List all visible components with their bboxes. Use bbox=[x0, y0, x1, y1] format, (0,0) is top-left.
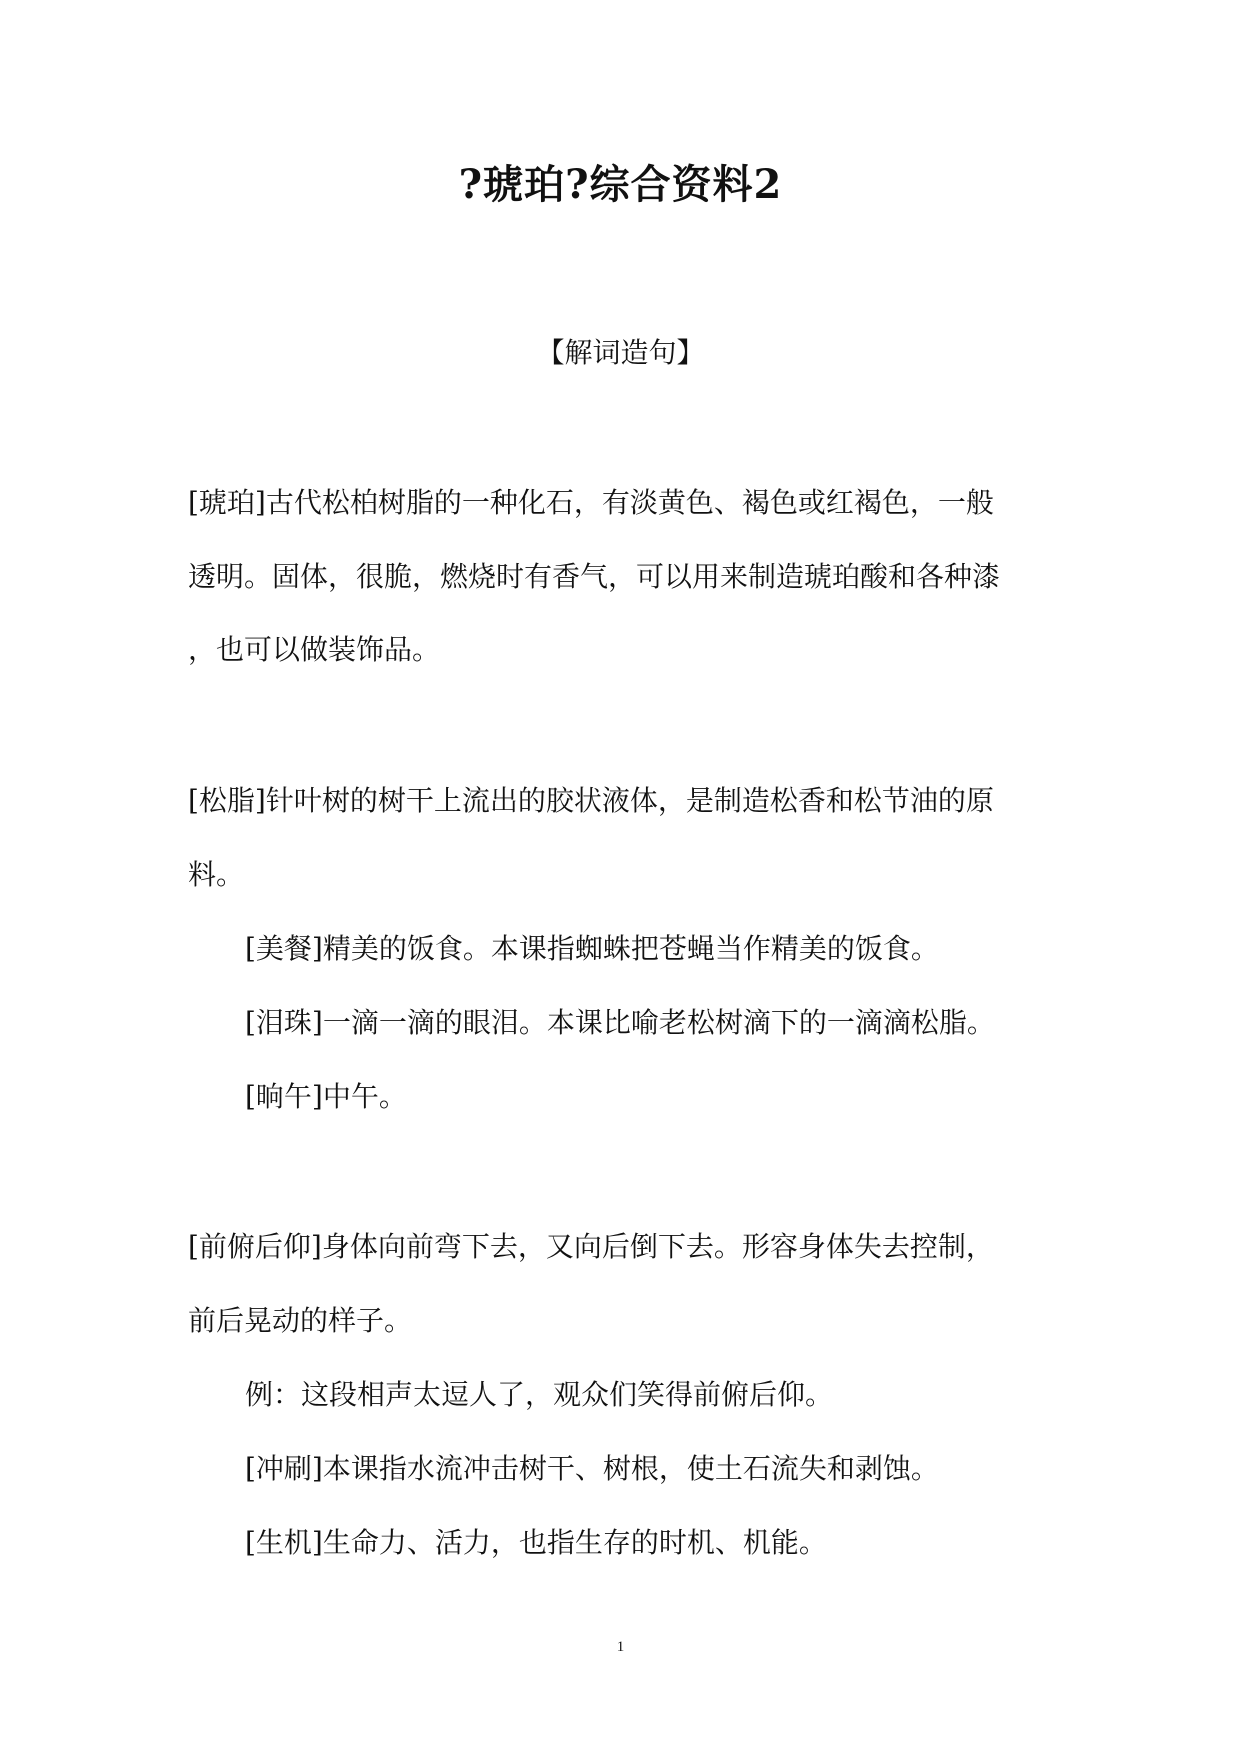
entry-line: [晌午]中午。 bbox=[245, 1080, 407, 1113]
page-number: 1 bbox=[616, 1639, 625, 1655]
document-title: ?琥珀?综合资料2 bbox=[458, 161, 783, 208]
entry-line: 前后晃动的样子。 bbox=[188, 1304, 413, 1337]
entry-line: [冲刷]本课指水流冲击树干、树根，使土石流失和剥蚀。 bbox=[245, 1452, 939, 1485]
entry-line: [琥珀]古代松柏树脂的一种化石，有淡黄色、褐色或红褐色，一般 bbox=[188, 486, 994, 519]
entry-line: 料。 bbox=[188, 858, 245, 891]
entry-line: [生机]生命力、活力，也指生存的时机、机能。 bbox=[245, 1526, 827, 1559]
entry-line: [松脂]针叶树的树干上流出的胶状液体，是制造松香和松节油的原 bbox=[188, 784, 994, 817]
example-line: 例：这段相声太逗人了，观众们笑得前俯后仰。 bbox=[245, 1378, 834, 1411]
entry-line: [美餐]精美的饭食。本课指蜘蛛把苍蝇当作精美的饭食。 bbox=[245, 932, 939, 965]
entry-line: [泪珠]一滴一滴的眼泪。本课比喻老松树滴下的一滴滴松脂。 bbox=[245, 1006, 995, 1039]
section-heading: 【解词造句】 bbox=[536, 336, 705, 369]
entry-line: 透明。固体，很脆，燃烧时有香气，可以用来制造琥珀酸和各种漆 bbox=[188, 560, 1001, 593]
entry-line: [前俯后仰]身体向前弯下去，又向后倒下去。形容身体失去控制， bbox=[188, 1230, 994, 1263]
entry-line: ，也可以做装饰品。 bbox=[188, 633, 441, 666]
